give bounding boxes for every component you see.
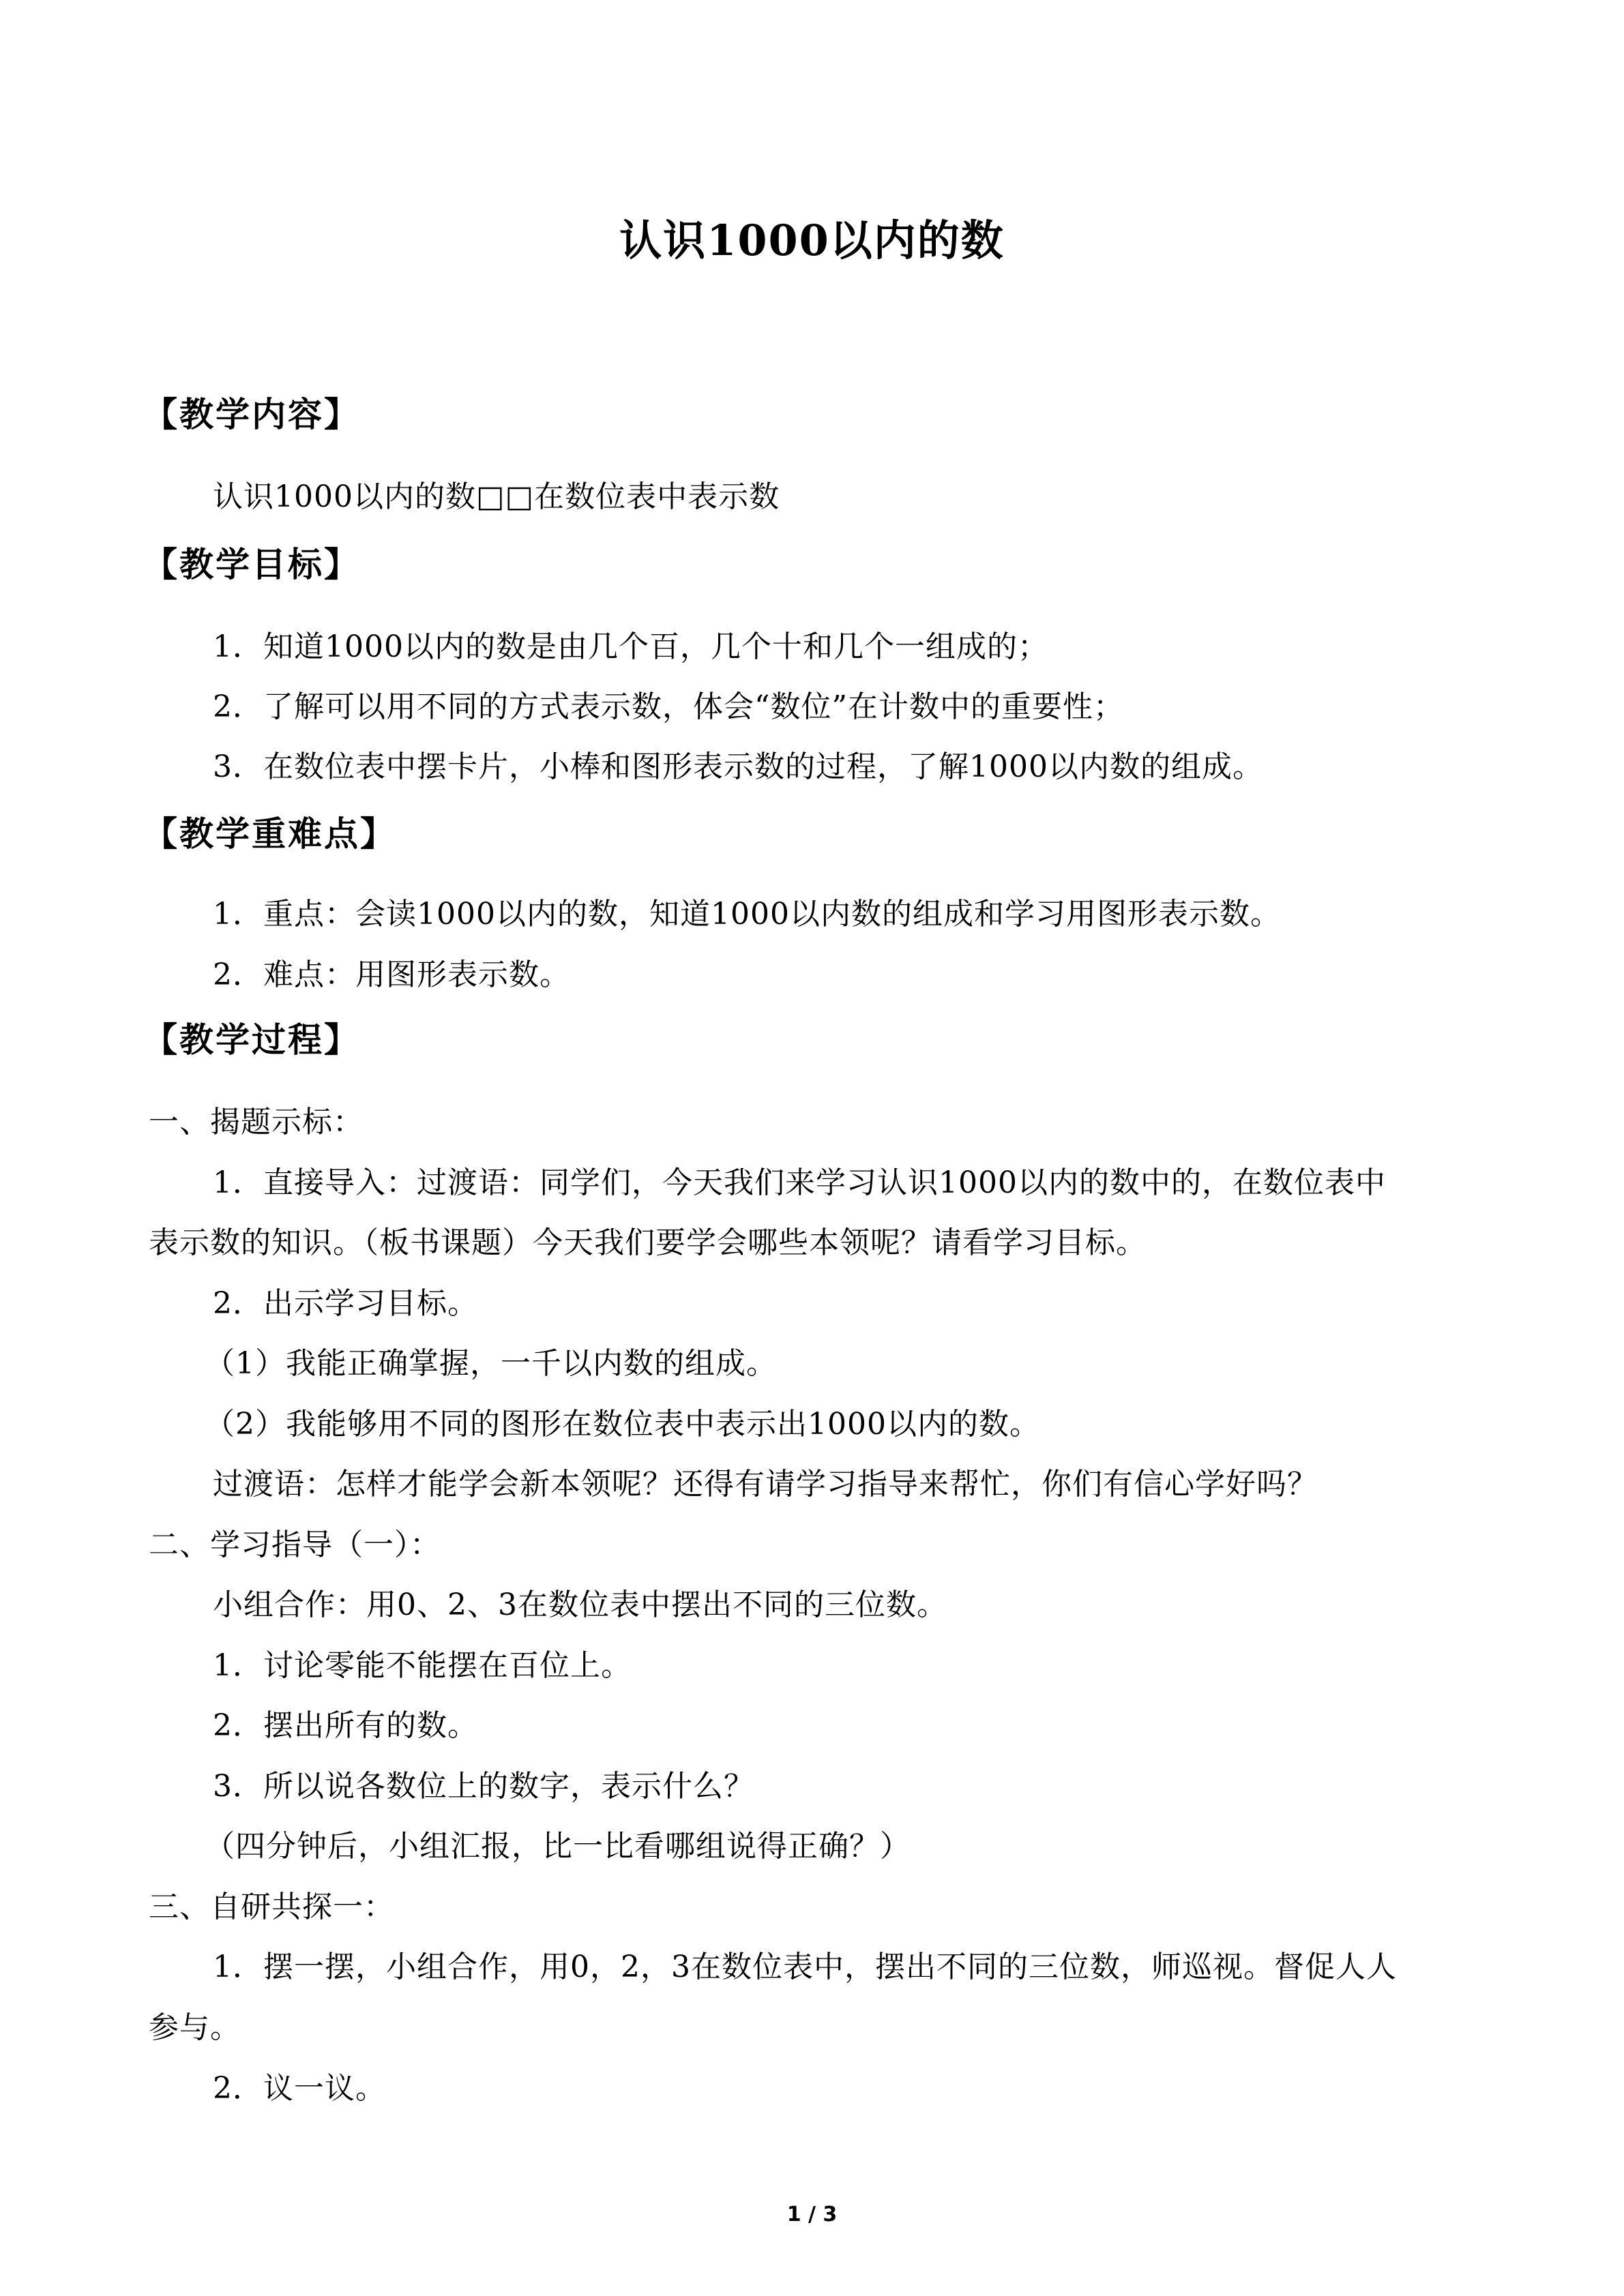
process-line: 1．摆一摆，小组合作，用0，2，3在数位表中，摆出不同的三位数，师巡视。督促人人	[213, 1950, 1397, 1984]
process-line: 二、学习指导（一）：	[149, 1527, 441, 1562]
goal-line: 3．在数位表中摆卡片，小棒和图形表示数的过程，了解1000以内数的组成。	[213, 749, 1263, 784]
process-line: 过渡语：怎样才能学会新本领呢？还得有请学习指导来帮忙，你们有信心学好吗？	[213, 1467, 1318, 1502]
process-line: 三、自研共探一：	[149, 1890, 394, 1924]
keypoint-line: 1．重点：会读1000以内的数，知道1000以内数的组成和学习用图形表示数。	[213, 897, 1281, 931]
section-heading-goals: 【教学目标】	[143, 544, 360, 584]
process-line: 表示数的知识。（板书课题）今天我们要学会哪些本领呢？请看学习目标。	[149, 1225, 1147, 1260]
process-line: 1．直接导入：过渡语：同学们，今天我们来学习认识1000以内的数中的，在数位表中	[213, 1165, 1386, 1200]
process-line: 一、揭题示标：	[149, 1105, 364, 1139]
keypoint-line: 2．难点：用图形表示数。	[213, 957, 570, 992]
process-line: （1）我能正确掌握，一千以内数的组成。	[205, 1346, 777, 1381]
section-heading-process: 【教学过程】	[143, 1019, 360, 1060]
process-line: （2）我能够用不同的图形在数位表中表示出1000以内的数。	[205, 1407, 1040, 1442]
process-line: 2．出示学习目标。	[213, 1286, 478, 1321]
process-line: （四分钟后，小组汇报，比一比看哪组说得正确？）	[205, 1829, 911, 1864]
goal-line: 1．知道1000以内的数是由几个百，几个十和几个一组成的；	[213, 629, 1048, 664]
process-line: 2．议一议。	[213, 2071, 386, 2106]
process-line: 小组合作：用0、2、3在数位表中摆出不同的三位数。	[213, 1587, 947, 1622]
process-line: 参与。	[149, 2010, 241, 2045]
process-line: 3．所以说各数位上的数字，表示什么？	[213, 1769, 754, 1804]
content-line: 认识1000以内的数□□在数位表中表示数	[213, 479, 780, 514]
goal-line: 2．了解可以用不同的方式表示数，体会“数位”在计数中的重要性；	[213, 689, 1124, 724]
section-heading-content: 【教学内容】	[143, 394, 360, 434]
page-title: 认识1000以内的数	[619, 215, 1005, 265]
page-number: 1 / 3	[786, 2203, 838, 2226]
process-line: 2．摆出所有的数。	[213, 1708, 478, 1743]
process-line: 1．讨论零能不能摆在百位上。	[213, 1648, 632, 1683]
section-heading-keypoints: 【教学重难点】	[143, 814, 396, 854]
